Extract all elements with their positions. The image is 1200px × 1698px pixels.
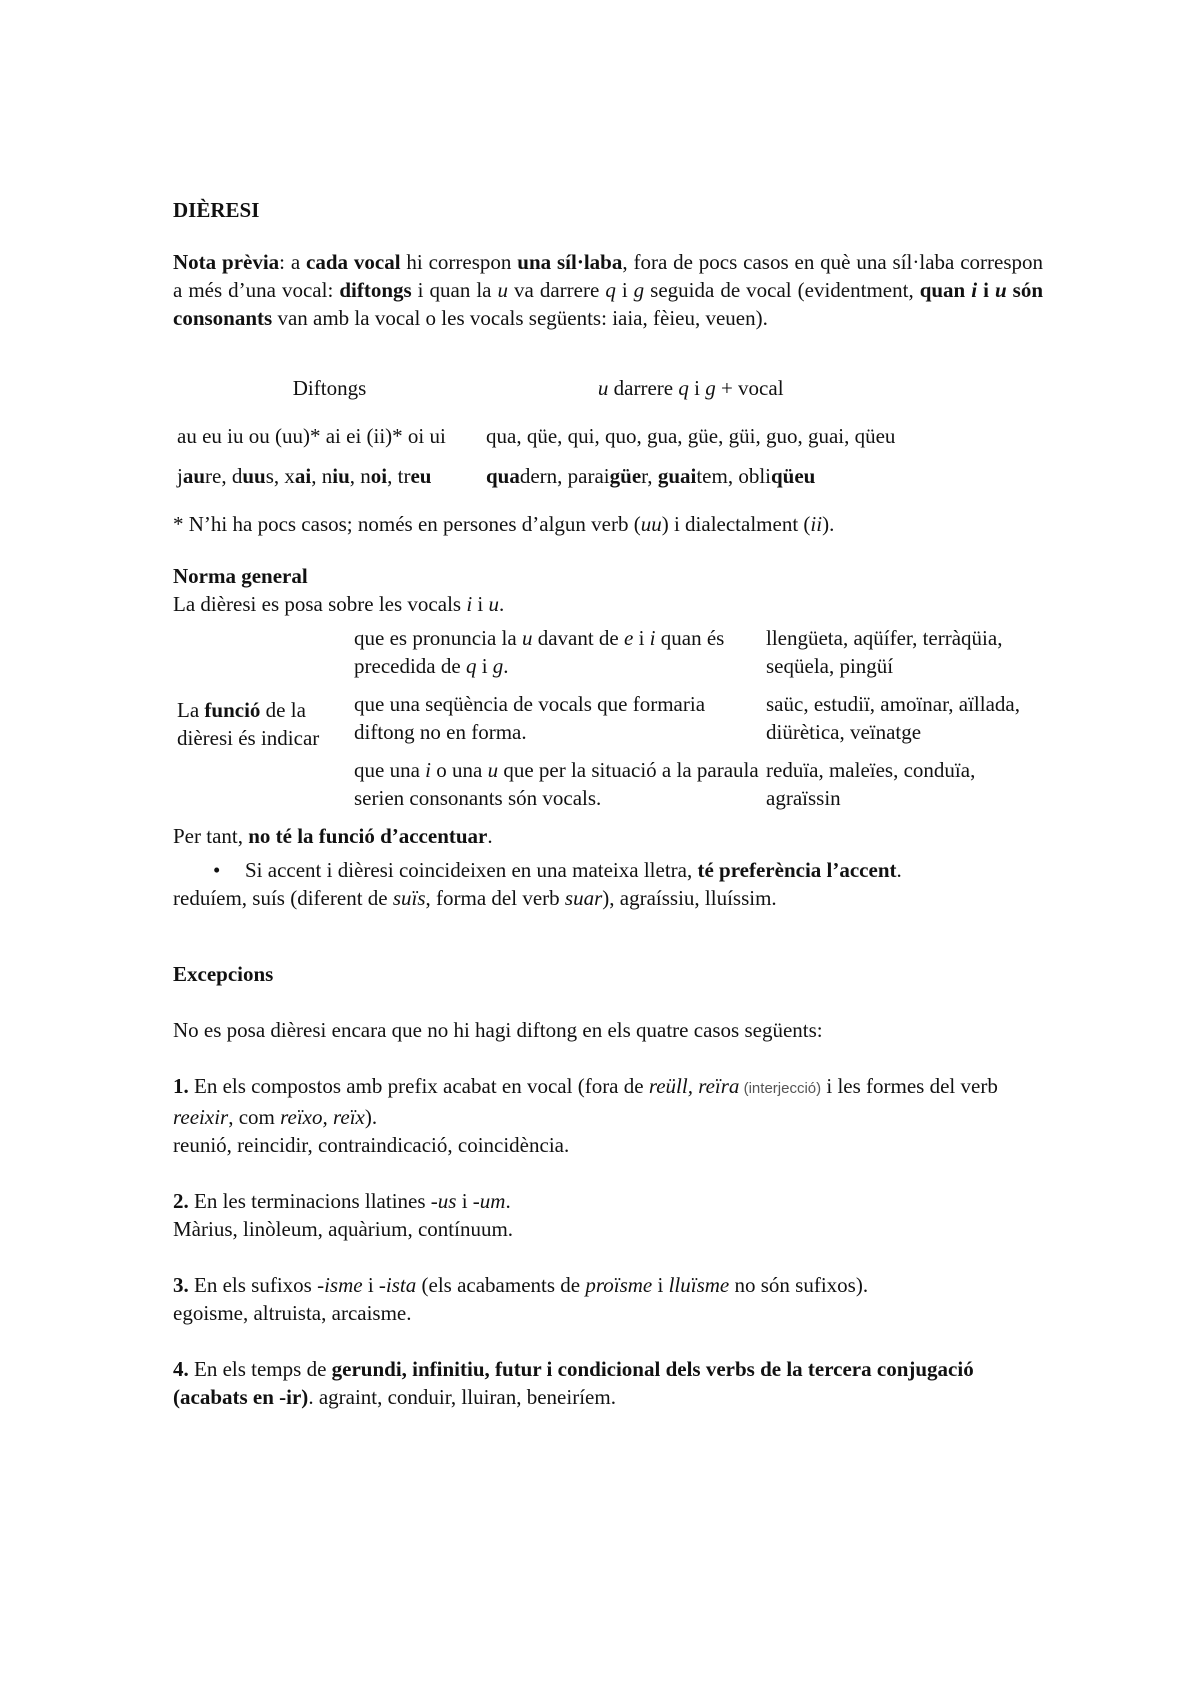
bold-text: ai	[294, 464, 312, 488]
diphthong-table-header	[173, 374, 895, 422]
text: En els sufixos -	[188, 1273, 325, 1297]
italic-text: isme	[324, 1273, 363, 1297]
text: hi correspon	[400, 250, 518, 274]
spacer	[173, 988, 1043, 1016]
text: .	[503, 654, 509, 678]
italic-text: u	[521, 626, 533, 650]
text: , com	[228, 1105, 281, 1129]
diphthong-header-left: Diftongs	[292, 376, 367, 400]
text: davant de	[532, 626, 624, 650]
text: En les terminacions llatines -	[188, 1189, 438, 1213]
bold-text: gerundi, infinitiu, futur i condicional dels verbs de la tercera conjugació (acabats en -ir)	[173, 1357, 974, 1409]
bold-text: guai	[657, 464, 697, 488]
text: , tr	[387, 464, 411, 488]
italic-text: i	[425, 758, 431, 782]
text: no són sufixos).	[729, 1273, 869, 1297]
bold-text: una síl·laba	[517, 250, 623, 274]
bold-text: no té la funció d’accentuar	[248, 824, 488, 848]
excepcions-heading: Excepcions	[173, 962, 274, 986]
intro-paragraph	[173, 248, 1043, 332]
text: tem, obli	[696, 464, 771, 488]
italic-text: reeixir	[173, 1105, 229, 1129]
bold-text: iu	[332, 464, 350, 488]
italic-text: q	[605, 278, 616, 302]
function-label-cell	[173, 624, 350, 822]
text: La	[177, 698, 205, 722]
bold-text: eu	[410, 464, 432, 488]
exception-2-examples: Màrius, linòleum, aquàrium, contínuum.	[173, 1217, 514, 1241]
text: i les formes del verb	[821, 1074, 998, 1098]
text: dern, parai	[519, 464, 610, 488]
qu-gu-examples	[482, 462, 895, 490]
text: ).	[364, 1105, 378, 1129]
function-2: que una seqüència de vocals que formaria diftong no en forma.	[354, 692, 706, 744]
function-3	[350, 756, 762, 822]
exception-1-examples: reunió, reincidir, contraindicació, coincidència.	[173, 1133, 570, 1157]
italic-text: reüll, reïra	[648, 1074, 740, 1098]
function-1	[350, 624, 762, 690]
bold-text: i	[977, 278, 995, 302]
italic-text: um	[479, 1189, 506, 1213]
spacer	[173, 1044, 1043, 1072]
bold-text: quan	[919, 278, 972, 302]
page-title: DIÈRESI	[173, 198, 260, 222]
text: i	[476, 654, 493, 678]
diphthong-examples	[173, 462, 482, 490]
table-row	[173, 462, 895, 490]
exception-3	[173, 1271, 1043, 1299]
text: ).	[822, 512, 835, 536]
text: En els temps de	[188, 1357, 332, 1381]
text: , n	[311, 464, 333, 488]
table-row	[173, 422, 895, 462]
bold-text: són consonants	[173, 278, 1043, 330]
text: (els acabaments de	[416, 1273, 586, 1297]
italic-text: u	[488, 592, 500, 616]
document-page	[173, 196, 1043, 1411]
spacer	[173, 912, 1043, 960]
text: , fora de pocs casos en què una síl·laba correspon a més d’una vocal:	[173, 250, 1043, 302]
function-1-examples: llengüeta, aqüífer, terràqüia, seqüela, pingüí	[766, 626, 1003, 678]
table-row	[173, 624, 1043, 690]
norma-line	[173, 590, 1043, 618]
bold-text: güe	[609, 464, 642, 488]
text: i	[615, 278, 634, 302]
text: La dièresi es posa sobre les vocals	[173, 592, 467, 616]
bold-text: au	[182, 464, 206, 488]
italic-text: us	[437, 1189, 457, 1213]
footnote	[173, 510, 1043, 538]
italic-text: g	[705, 376, 716, 400]
text: Si accent i dièresi coincideixen en una mateixa lletra,	[245, 858, 698, 882]
text: i -	[456, 1189, 480, 1213]
function-3-examples: reduïa, maleïes, conduïa, agraïssin	[766, 758, 976, 810]
italic-text: i	[466, 592, 473, 616]
text: : a	[279, 250, 307, 274]
text: .	[896, 858, 902, 882]
text: que es pronuncia la	[354, 626, 522, 650]
text: .	[499, 592, 505, 616]
text: , forma del verb	[425, 886, 565, 910]
text: i -	[362, 1273, 386, 1297]
text: van amb la vocal o les vocals següents: iaia, fèieu, veuen).	[272, 306, 768, 330]
text: + vocal	[715, 376, 784, 400]
text: seguida de vocal (evidentment,	[644, 278, 920, 302]
text: j	[177, 464, 183, 488]
bullet-item	[173, 856, 1043, 884]
italic-text: proïsme	[585, 1273, 653, 1297]
text: reduíem, suís (diferent de	[173, 886, 393, 910]
italic-text: q	[465, 654, 477, 678]
text: quan és precedida de	[354, 626, 725, 678]
italic-text: suar	[564, 886, 603, 910]
exception-4	[173, 1355, 1043, 1411]
text: r,	[641, 464, 658, 488]
bold-text: cada vocal	[306, 250, 401, 274]
text: o una	[431, 758, 488, 782]
accent-examples	[173, 884, 1043, 912]
text: .	[487, 824, 493, 848]
text: , n	[349, 464, 371, 488]
bold-text: té preferència l’accent	[697, 858, 897, 882]
bold-text: funció	[204, 698, 261, 722]
italic-text: u	[497, 278, 509, 302]
text: ), agraíssiu, lluíssim.	[602, 886, 777, 910]
italic-text: e	[624, 626, 634, 650]
bold-text: qüeu	[771, 464, 816, 488]
italic-text: lluïsme	[668, 1273, 730, 1297]
text: que per la situació a la paraula serien consonants són vocals.	[354, 758, 759, 810]
text: Per tant,	[173, 824, 249, 848]
excepcions-intro: No es posa dièresi encara que no hi hagi diftong en els quatre casos següents:	[173, 1018, 823, 1042]
exception-2	[173, 1187, 1043, 1215]
italic-text: i	[649, 626, 656, 650]
small-note: (interjecció)	[739, 1080, 822, 1097]
text: i quan la	[411, 278, 498, 302]
diphthong-list: au eu iu ou (uu)* ai ei (ii)* oi ui	[177, 424, 446, 448]
exception-number: 4.	[173, 1357, 189, 1381]
text: i	[633, 626, 650, 650]
italic-text: u	[597, 376, 609, 400]
text: va darrere	[508, 278, 606, 302]
text: que una	[354, 758, 426, 782]
text: i	[472, 592, 489, 616]
function-table	[173, 624, 1043, 822]
exception-3-examples: egoisme, altruista, arcaisme.	[173, 1301, 412, 1325]
bold-text: qua	[486, 464, 520, 488]
text: re, d	[205, 464, 243, 488]
exception-number: 2.	[173, 1189, 189, 1213]
text: . agraint, conduir, lluiran, beneiríem.	[308, 1385, 616, 1409]
norma-heading: Norma general	[173, 564, 308, 588]
text: ) i dialectalment (	[661, 512, 811, 536]
text: de la dièresi és indicar	[177, 698, 320, 750]
exception-number: 1.	[173, 1074, 189, 1098]
bold-text: diftongs	[339, 278, 412, 302]
bold-italic-text: u	[994, 278, 1007, 302]
diphthong-table	[173, 374, 895, 490]
bold-text: uu	[242, 464, 266, 488]
qu-gu-list: qua, qüe, qui, quo, gua, güe, güi, guo, guai, qüeu	[486, 424, 896, 448]
italic-text: u	[487, 758, 499, 782]
spacer	[173, 1327, 1043, 1355]
bold-italic-text: i	[971, 278, 978, 302]
per-tant-line	[173, 822, 1043, 850]
italic-text: g	[633, 278, 645, 302]
italic-text: suïs	[392, 886, 426, 910]
intro-label: Nota prèvia	[173, 250, 280, 274]
italic-text: g	[492, 654, 504, 678]
text: s, x	[265, 464, 295, 488]
bold-text: oi	[370, 464, 388, 488]
text: darrere	[608, 376, 679, 400]
italic-text: q	[678, 376, 689, 400]
diphthong-header-right	[482, 374, 895, 422]
spacer	[173, 1243, 1043, 1271]
function-2-examples: saüc, estudiï, amoïnar, aïllada, diürètica, veïnatge	[766, 692, 1020, 744]
exception-number: 3.	[173, 1273, 189, 1297]
spacer	[173, 1159, 1043, 1187]
italic-text: uu	[640, 512, 662, 536]
text: i	[688, 376, 706, 400]
text: i	[652, 1273, 669, 1297]
bullet-icon: •	[213, 858, 221, 882]
text: En els compostos amb prefix acabat en vocal (fora de	[188, 1074, 649, 1098]
italic-text: ista	[385, 1273, 417, 1297]
text: * N’hi ha pocs casos; només en persones d’algun verb (	[173, 512, 641, 536]
italic-text: reïxo, reïx	[280, 1105, 365, 1129]
italic-text: ii	[810, 512, 823, 536]
exception-1	[173, 1072, 1043, 1131]
text: .	[505, 1189, 511, 1213]
